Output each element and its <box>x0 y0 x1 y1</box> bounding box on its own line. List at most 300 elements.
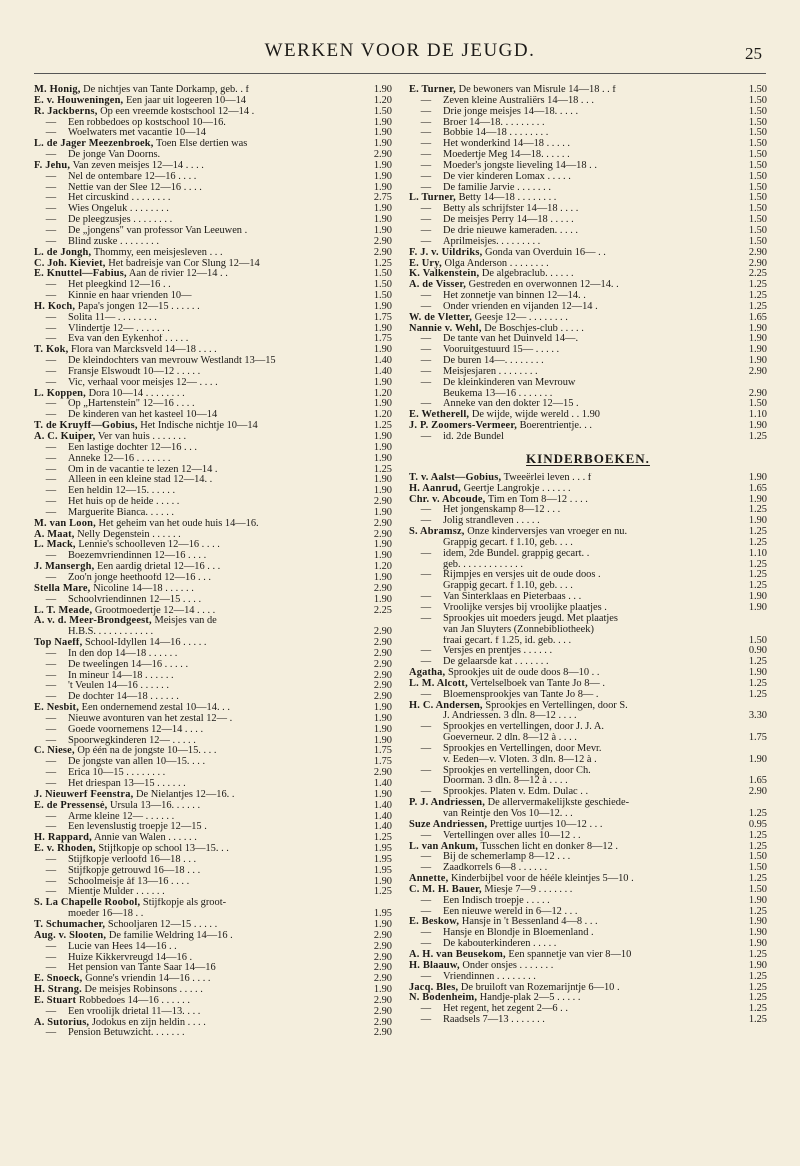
entry-text <box>409 885 737 896</box>
catalogue-entry <box>409 733 767 744</box>
entry-author: F. Jehu, <box>34 160 71 171</box>
ditto-dash: — <box>45 171 57 182</box>
entry-price: 1.90 <box>748 592 767 603</box>
entry-price: 1.90 <box>748 472 767 483</box>
entry-price: 1.50 <box>748 225 767 236</box>
entry-text <box>34 356 362 367</box>
entry-price: 0.90 <box>748 646 767 657</box>
entry-author: A. H. van Beusekom, <box>409 949 506 960</box>
entry-author: E. Beskow, <box>409 917 460 928</box>
catalogue-entry <box>34 801 392 812</box>
catalogue-entry <box>34 465 392 476</box>
entry-author: E. v. Houweningen, <box>34 95 124 106</box>
ditto-dash: — <box>45 779 57 789</box>
catalogue-entry <box>34 432 392 443</box>
entry-price: 2.90 <box>373 930 392 941</box>
entry-price: 1.50 <box>748 399 767 410</box>
entry-title: fraai gecart. f 1.25, id. geb. . . . <box>443 635 572 646</box>
catalogue-entry <box>34 953 392 964</box>
entry-price: 1.25 <box>748 971 767 982</box>
entry-title: De allervermakelijkste geschiede- <box>487 798 630 809</box>
catalogue-entry <box>34 779 392 790</box>
entry-title: Op „Hartenstein" 12—16 . . . . <box>68 399 195 410</box>
entry-author: A. C. Kuiper, <box>34 432 96 442</box>
entry-title: De pleegzusjes . . . . . . . . <box>68 215 173 226</box>
entry-title: Een aardig drietal 12—16 . . . <box>97 562 221 573</box>
ditto-dash: — <box>420 204 432 215</box>
catalogue-entry <box>409 885 767 896</box>
catalogue-entry <box>34 118 392 129</box>
entry-price: 1.50 <box>748 128 767 139</box>
entry-text <box>34 269 362 280</box>
entry-text <box>34 963 362 974</box>
entry-price: 2.90 <box>373 583 392 594</box>
ditto-dash: — <box>45 572 57 583</box>
entry-text <box>34 714 362 725</box>
catalogue-entry <box>409 96 767 107</box>
entry-text <box>409 172 737 183</box>
entry-price: 1.90 <box>373 876 392 887</box>
entry-title: Het circuskind . . . . . . . . <box>68 193 171 204</box>
catalogue-entry <box>409 259 767 270</box>
entry-text <box>34 898 362 909</box>
entry-text <box>409 570 737 581</box>
entry-text <box>34 237 362 248</box>
entry-price: 1.25 <box>748 291 767 302</box>
catalogue-entry <box>34 540 392 551</box>
catalogue-entry <box>34 161 392 172</box>
entry-price: 1.40 <box>373 822 392 833</box>
entry-text <box>34 519 362 530</box>
catalogue-entry <box>34 345 392 356</box>
entry-text <box>409 345 737 356</box>
entry-author: Chr. v. Abcoude, <box>409 494 486 505</box>
ditto-dash: — <box>420 971 432 982</box>
ditto-dash: — <box>45 670 57 681</box>
entry-price: 2.90 <box>373 648 392 659</box>
entry-text <box>34 389 362 400</box>
entry-price: 1.95 <box>373 865 392 876</box>
entry-price: 2.90 <box>373 627 392 638</box>
entry-text <box>409 701 737 712</box>
ditto-dash: — <box>420 657 432 668</box>
entry-text <box>34 866 362 877</box>
entry-title: Spoorwegkinderen 12— . . . . . <box>68 735 196 746</box>
entry-text <box>34 985 362 996</box>
entry-author: M. van Loon, <box>34 518 96 529</box>
ditto-dash: — <box>420 765 432 776</box>
catalogue-entry <box>34 367 392 378</box>
entry-title: De tweelingen 14—16 . . . . . <box>68 659 189 670</box>
catalogue-entry <box>409 798 767 809</box>
entry-price: 1.25 <box>748 678 767 689</box>
entry-title: van Reintje den Vos 10—12. . . <box>443 809 573 819</box>
ditto-dash: — <box>45 1006 57 1017</box>
ditto-dash: — <box>420 345 432 356</box>
entry-price: 1.90 <box>373 399 392 410</box>
entry-price <box>737 701 767 712</box>
entry-text <box>409 215 737 226</box>
entry-price <box>737 614 767 625</box>
ditto-dash: — <box>45 507 57 518</box>
entry-title: Flora van Marcksveld 14—18 . . . . <box>71 345 217 356</box>
entry-price: 2.90 <box>373 692 392 703</box>
entry-text <box>409 505 737 516</box>
entry-price: 2.90 <box>373 995 392 1006</box>
entry-text <box>409 302 737 313</box>
catalogue-entry <box>409 1015 767 1026</box>
entry-price: 1.95 <box>373 854 392 865</box>
catalogue-entry <box>409 787 767 798</box>
entry-text <box>409 193 737 204</box>
entry-text <box>409 961 737 972</box>
entry-price: 1.50 <box>373 106 392 117</box>
entry-author: L. van Ankum, <box>409 841 479 852</box>
ditto-dash: — <box>45 204 57 215</box>
catalogue-entry <box>34 150 392 161</box>
entry-price: 1.50 <box>748 215 767 226</box>
entry-title: Grappig gecart. f 1.10, geb. . . . <box>443 581 573 592</box>
catalogue-entry <box>34 269 392 280</box>
catalogue-entry <box>409 269 767 280</box>
catalogue-entry <box>34 703 392 714</box>
entry-price: 1.40 <box>373 800 392 811</box>
entry-price: 2.90 <box>373 518 392 529</box>
entry-title: De familie Weldring 14—16 . <box>108 930 233 941</box>
catalogue-entry <box>34 898 392 909</box>
entry-price: 1.90 <box>373 789 392 800</box>
entry-text <box>34 1018 362 1029</box>
entry-price: 1.50 <box>748 236 767 247</box>
entry-title: Drie jonge meisjes 14—18. . . . . <box>443 106 579 117</box>
ditto-dash: — <box>420 602 432 613</box>
entry-title: Hansje en Blondje in Bloemenland . <box>443 928 594 939</box>
entry-price: 2.90 <box>748 388 767 399</box>
entry-price: 1.25 <box>748 570 767 581</box>
entry-title: Erica 10—15 . . . . . . . . <box>68 768 166 779</box>
catalogue-entry <box>34 812 392 823</box>
entry-text <box>34 974 362 985</box>
ditto-dash: — <box>45 410 57 421</box>
catalogue-entry <box>409 668 767 679</box>
ditto-dash: — <box>45 475 57 486</box>
entry-price: 1.95 <box>373 909 392 920</box>
entry-text <box>34 790 362 801</box>
entry-price: 2.90 <box>373 638 392 649</box>
entry-title: Doorman. 3 dln. 8—12 à . . . . <box>443 776 568 787</box>
entry-title: Boezemvriendinnen 12—16 . . . . <box>68 551 207 562</box>
entry-text <box>34 736 362 747</box>
entry-price: 1.65 <box>748 483 767 494</box>
catalogue-entry <box>409 484 767 495</box>
entry-text <box>34 367 362 378</box>
catalogue-entry <box>409 603 767 614</box>
entry-text <box>409 432 737 443</box>
entry-text <box>34 259 362 270</box>
entry-price: 1.90 <box>748 754 767 765</box>
entry-title: Vriendinnen . . . . . . . . <box>443 971 536 982</box>
entry-price: 1.25 <box>748 657 767 668</box>
entry-author: E. de Pressensé, <box>34 800 108 811</box>
entry-title: De familie Jarvie . . . . . . . <box>443 182 551 193</box>
ditto-dash: — <box>45 323 57 334</box>
entry-price: 1.90 <box>373 540 392 551</box>
catalogue-entry <box>409 118 767 129</box>
entry-text <box>34 508 362 519</box>
entry-author: C. Niese, <box>34 746 75 757</box>
entry-title: Nelly Degenstein . . . . . . <box>77 529 181 540</box>
entry-title: Het pension van Tante Saar 14—16 <box>68 963 216 974</box>
entry-price: 1.75 <box>373 746 392 757</box>
entry-price <box>737 722 767 733</box>
entry-text <box>409 549 737 560</box>
ditto-dash: — <box>420 852 432 863</box>
catalogue-entry <box>409 345 767 356</box>
entry-text <box>34 183 362 194</box>
entry-text <box>409 560 737 571</box>
entry-title: Aprilmeisjes. . . . . . . . . <box>443 236 541 247</box>
entry-text <box>34 226 362 237</box>
ditto-dash: — <box>45 399 57 410</box>
catalogue-entry <box>409 993 767 1004</box>
entry-text <box>34 942 362 953</box>
entry-title: Jolig strandleven . . . . . <box>443 516 540 527</box>
entry-price: 1.50 <box>748 160 767 171</box>
entry-title: Meisjesjaren . . . . . . . . <box>443 366 538 377</box>
catalogue-entry <box>34 280 392 291</box>
ditto-dash: — <box>45 453 57 464</box>
catalogue-entry <box>34 454 392 465</box>
entry-title: In den dop 14—18 . . . . . . <box>68 648 178 659</box>
ditto-dash: — <box>45 735 57 746</box>
entry-text <box>34 877 362 888</box>
ditto-dash: — <box>45 442 57 453</box>
entry-price: 1.90 <box>748 928 767 939</box>
entry-author: Jacq. Bles, <box>409 982 459 993</box>
catalogue-entry <box>34 985 392 996</box>
entry-price: 1.90 <box>373 182 392 193</box>
entry-title: Lennie's schoolleven 12—16 . . . . <box>78 540 220 551</box>
entry-text <box>409 204 737 215</box>
entry-price: 1.25 <box>748 280 767 291</box>
entry-text <box>34 1028 362 1039</box>
entry-author: T. v. Aalst—Gobius, <box>409 472 502 483</box>
entry-text <box>34 85 362 96</box>
entry-text <box>34 822 362 833</box>
ditto-dash: — <box>420 377 432 388</box>
entry-title: Sprookjes en vertellingen, door J. J. A. <box>443 722 605 733</box>
entry-title: De kinderen van het kasteel 10—14 <box>68 410 218 421</box>
entry-text <box>34 248 362 259</box>
entry-text <box>34 475 362 486</box>
entry-text <box>34 692 362 703</box>
entry-title: Schoolmeisje åf 13—16 . . . . <box>68 876 190 887</box>
catalogue-entry <box>409 646 767 657</box>
entry-title: Alleen in een kleine stad 12—14. . <box>68 475 213 486</box>
entry-title: Tim en Tom 8—12 . . . . <box>487 494 588 505</box>
catalogue-entry <box>34 172 392 183</box>
catalogue-entry <box>34 660 392 671</box>
entry-price: 2.90 <box>748 247 767 258</box>
entry-price: 2.90 <box>373 659 392 670</box>
entry-text <box>409 874 737 885</box>
ditto-dash: — <box>45 215 57 226</box>
ditto-dash: — <box>45 941 57 952</box>
entry-price: 1.25 <box>748 809 767 819</box>
catalogue-entry <box>34 584 392 595</box>
entry-price: 1.90 <box>748 939 767 950</box>
entry-title: Het geheim van het oude huis 14—16. <box>98 518 259 529</box>
entry-text <box>409 1004 737 1015</box>
entry-text <box>409 495 737 506</box>
catalogue-entry <box>34 1018 392 1029</box>
entry-text <box>34 812 362 823</box>
catalogue-entry <box>409 302 767 313</box>
catalogue-entry <box>409 538 767 549</box>
entry-text <box>409 907 737 918</box>
entry-author: E. Snoeck, <box>34 974 83 985</box>
entry-price: 1.90 <box>373 117 392 128</box>
entry-text <box>34 844 362 855</box>
entry-price: 1.25 <box>373 887 392 898</box>
entry-price: 1.50 <box>748 95 767 106</box>
entry-text <box>409 183 737 194</box>
catalogue-entry <box>409 950 767 961</box>
entry-price: 1.50 <box>373 280 392 291</box>
ditto-dash: — <box>420 722 432 733</box>
entry-title: Een robbedoes op kostschool 10—16. <box>68 117 226 128</box>
entry-title: Goeverneur. 2 dln. 8—12 à . . . . <box>443 733 577 744</box>
entry-price: 1.90 <box>748 323 767 334</box>
entry-price: 1.10 <box>748 548 767 559</box>
entry-text <box>34 399 362 410</box>
entry-price: 1.90 <box>373 139 392 150</box>
entry-price: 2.90 <box>373 974 392 985</box>
entry-author: Top Naeff, <box>34 638 83 649</box>
entry-title: Moedertje Meg 14—18. . . . . . <box>443 150 570 161</box>
entry-text <box>34 887 362 898</box>
entry-price: 1.50 <box>748 117 767 128</box>
catalogue-entry <box>34 421 392 432</box>
catalogue-entry <box>34 551 392 562</box>
entry-text <box>34 204 362 215</box>
entry-price: 1.75 <box>748 733 767 744</box>
catalogue-entry <box>409 226 767 237</box>
entry-text <box>409 538 737 549</box>
entry-title: Olga Anderson . . . . . . . . <box>444 258 549 269</box>
ditto-dash: — <box>45 497 57 508</box>
ditto-dash: — <box>45 128 57 139</box>
entry-title: Om in de vacantie te lezen 12—14 . <box>68 464 218 475</box>
entry-title: geb. . . . . . . . . . . . . <box>443 559 523 570</box>
entry-title: Ursula 13—16. . . . . . <box>110 800 201 811</box>
entry-title: Ver van huis . . . . . . . <box>97 432 187 442</box>
catalogue-entry <box>34 85 392 96</box>
catalogue-entry <box>34 334 392 345</box>
ditto-dash: — <box>45 648 57 659</box>
ditto-dash: — <box>420 570 432 581</box>
entry-price: 1.25 <box>748 527 767 538</box>
catalogue-entry <box>409 614 767 625</box>
catalogue-entry <box>34 562 392 573</box>
catalogue-entry <box>409 809 767 820</box>
entry-title: Schoolvriendinnen 12—15 . . . . <box>68 594 202 605</box>
entry-author: L. Koppen, <box>34 388 86 399</box>
entry-text <box>34 1007 362 1018</box>
entry-title: Onder onsjes . . . . . . . <box>462 960 554 971</box>
entry-author: S. Abramsz, <box>409 527 465 538</box>
right-column-lower-list <box>409 473 767 1026</box>
ditto-dash: — <box>420 592 432 603</box>
entry-price: 1.90 <box>373 703 392 714</box>
entry-text <box>34 833 362 844</box>
entry-title: v. Eeden—v. Vloten. 3 dln. 8—12 à . <box>443 754 597 765</box>
catalogue-entry <box>409 150 767 161</box>
entry-text <box>409 85 737 96</box>
ditto-dash: — <box>420 106 432 117</box>
entry-author: T. Schumacher, <box>34 919 106 930</box>
catalogue-entry <box>34 671 392 682</box>
entry-text <box>34 280 362 291</box>
entry-price: 1.25 <box>748 537 767 548</box>
entry-text <box>34 627 362 638</box>
catalogue-entry <box>409 204 767 215</box>
entry-text <box>409 722 737 733</box>
entry-price: 2.25 <box>748 269 767 280</box>
header-divider <box>34 73 766 74</box>
catalogue-entry <box>34 963 392 974</box>
entry-title: Sprookjes en vertellingen, door Ch. <box>443 765 591 776</box>
entry-price <box>737 378 767 389</box>
entry-price: 1.75 <box>373 334 392 345</box>
catalogue-entry <box>409 161 767 172</box>
ditto-dash: — <box>45 236 57 247</box>
right-column-upper-list <box>409 85 767 443</box>
entry-title: De gelaarsde kat . . . . . . . <box>443 657 549 668</box>
entry-title: Vooruitgestuurd 15— . . . . . <box>443 345 560 356</box>
entry-text <box>409 259 737 270</box>
entry-price: 1.50 <box>748 106 767 117</box>
entry-price: 1.90 <box>373 985 392 996</box>
catalogue-entry <box>409 128 767 139</box>
entry-text <box>409 128 737 139</box>
entry-text <box>409 313 737 324</box>
catalogue-entry <box>409 961 767 972</box>
entry-title: De nichtjes van Tante Dorkamp, geb. . f <box>83 85 250 95</box>
entry-price: 1.50 <box>748 884 767 895</box>
ditto-dash: — <box>420 182 432 193</box>
entry-price: 1.90 <box>373 453 392 464</box>
entry-price: 1.90 <box>373 225 392 236</box>
entry-title: Vertelselboek van Tante Jo 8— . <box>470 678 605 689</box>
entry-title: De bruiloft van Rozemarijntje 6—10 . <box>460 982 620 993</box>
catalogue-entry <box>409 107 767 118</box>
catalogue-entry <box>34 497 392 508</box>
ditto-dash: — <box>45 757 57 768</box>
ditto-dash: — <box>420 743 432 754</box>
entry-title: Een jaar uit logeeren 10—14 <box>125 95 246 106</box>
entry-price: 1.90 <box>373 507 392 518</box>
entry-price: 2.90 <box>373 941 392 952</box>
entry-text <box>34 638 362 649</box>
entry-author: E. Turner, <box>409 85 456 95</box>
entry-title: Robbedoes 14—16 . . . . . . <box>78 995 190 1006</box>
catalogue-entry <box>409 722 767 733</box>
ditto-dash: — <box>420 215 432 226</box>
entry-price: 0.95 <box>748 819 767 830</box>
entry-text <box>409 863 737 874</box>
entry-title: Het badreisje van Cor Slung 12—14 <box>108 258 260 269</box>
